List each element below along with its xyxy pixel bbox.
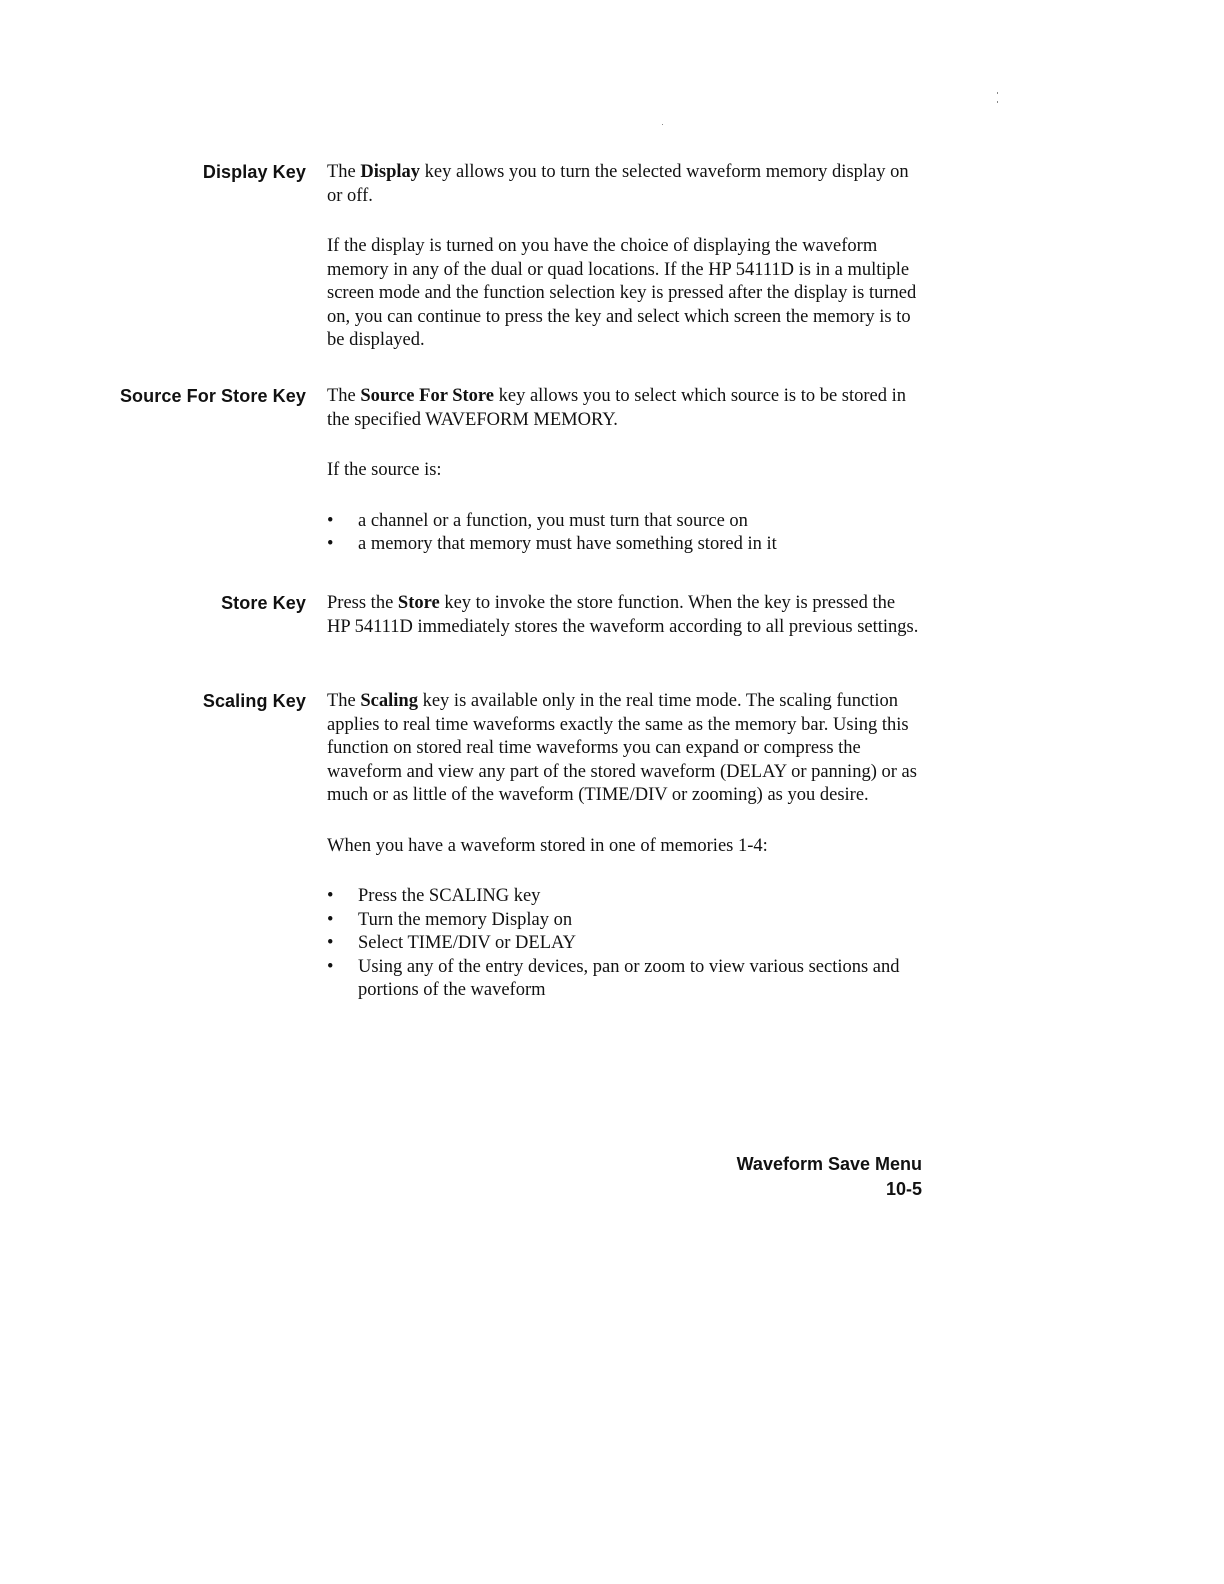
paragraph (327, 690, 922, 808)
chapter-title: Waveform Save Menu (736, 1154, 922, 1174)
text-run: Press the (327, 593, 398, 613)
text-run: The (327, 691, 361, 711)
list-item (327, 885, 922, 909)
section-body-store-key (327, 592, 922, 639)
scan-speck (997, 101, 998, 103)
page-footer (737, 1152, 922, 1202)
text-run: key is available only in the real time mode. The scaling function applies to real time waveforms exactly the same as the memory bar. Using this function on stored real time waveforms you can expand or compress the waveform and view any part of the stored waveform (DELAY or panning) or as much or as little of the waveform (TIME/DIV or zooming) as you desire. (327, 691, 917, 805)
bullet-icon: • (327, 909, 334, 930)
list-item (327, 956, 922, 1003)
bullet-icon: • (327, 933, 334, 953)
section-body-scaling-key (327, 690, 922, 1003)
list-item-text: Select TIME/DIV or DELAY (358, 933, 577, 953)
section-heading-store-key: Store Key (221, 593, 306, 613)
list-item-text: Turn the memory Display on (358, 909, 573, 930)
section-heading-display-key: Display Key (202, 162, 306, 182)
key-name: Display (360, 162, 421, 182)
bullet-icon: • (327, 510, 334, 531)
paragraph: When you have a waveform stored in one of memories 1-4: (327, 835, 768, 856)
text-run: The (327, 386, 361, 406)
paragraph (327, 385, 922, 432)
list-item-text: Using any of the entry devices, pan or zoom to view various sections and portions of the waveform (358, 956, 900, 1000)
text-run: The (327, 162, 361, 182)
list-item (327, 909, 922, 933)
paragraph: If the source is: (327, 460, 442, 480)
bullet-icon: • (327, 534, 334, 554)
bullet-icon: • (327, 956, 334, 977)
section-body-source-for-store-key (327, 385, 922, 557)
section-heading-scaling-key: Scaling Key (202, 691, 306, 711)
list-item (327, 932, 922, 956)
bullet-list (327, 885, 922, 1003)
key-name: Scaling (360, 691, 418, 711)
section-body-display-key (327, 161, 922, 353)
paragraph (327, 161, 922, 208)
key-name: Store (397, 593, 440, 613)
paragraph (327, 592, 922, 639)
text-run: key allows you to select which source is to be stored in the specified WAVEFORM MEMORY. (327, 386, 907, 430)
list-item (327, 510, 922, 534)
scan-speck (662, 124, 663, 125)
paragraph: If the display is turned on you have the choice of displaying the waveform memory in any of the dual or quad locations. If the HP 54111D is in a multiple screen mode and the function selection key is pressed after the display is turned on, you can continue to press the key and select which screen the memory is to be displayed. (327, 236, 917, 350)
list-item-text: a channel or a function, you must turn that source on (358, 510, 748, 531)
list-item-text: a memory that memory must have something stored in it (358, 534, 777, 554)
scan-speck (997, 92, 998, 94)
key-name: Source For Store (360, 386, 494, 406)
text-run: key to invoke the store function. When the key is pressed the HP 54111D immediately stores the waveform according to all previous settings. (327, 593, 919, 637)
page-number: 10-5 (885, 1179, 922, 1199)
bullet-list (327, 510, 922, 557)
section-heading-source-for-store-key: Source For Store Key (119, 386, 306, 406)
text-run: key allows you to turn the selected waveform memory display on or off. (327, 162, 909, 206)
bullet-icon: • (327, 886, 334, 906)
list-item-text: Press the SCALING key (358, 886, 541, 906)
list-item (327, 533, 922, 557)
